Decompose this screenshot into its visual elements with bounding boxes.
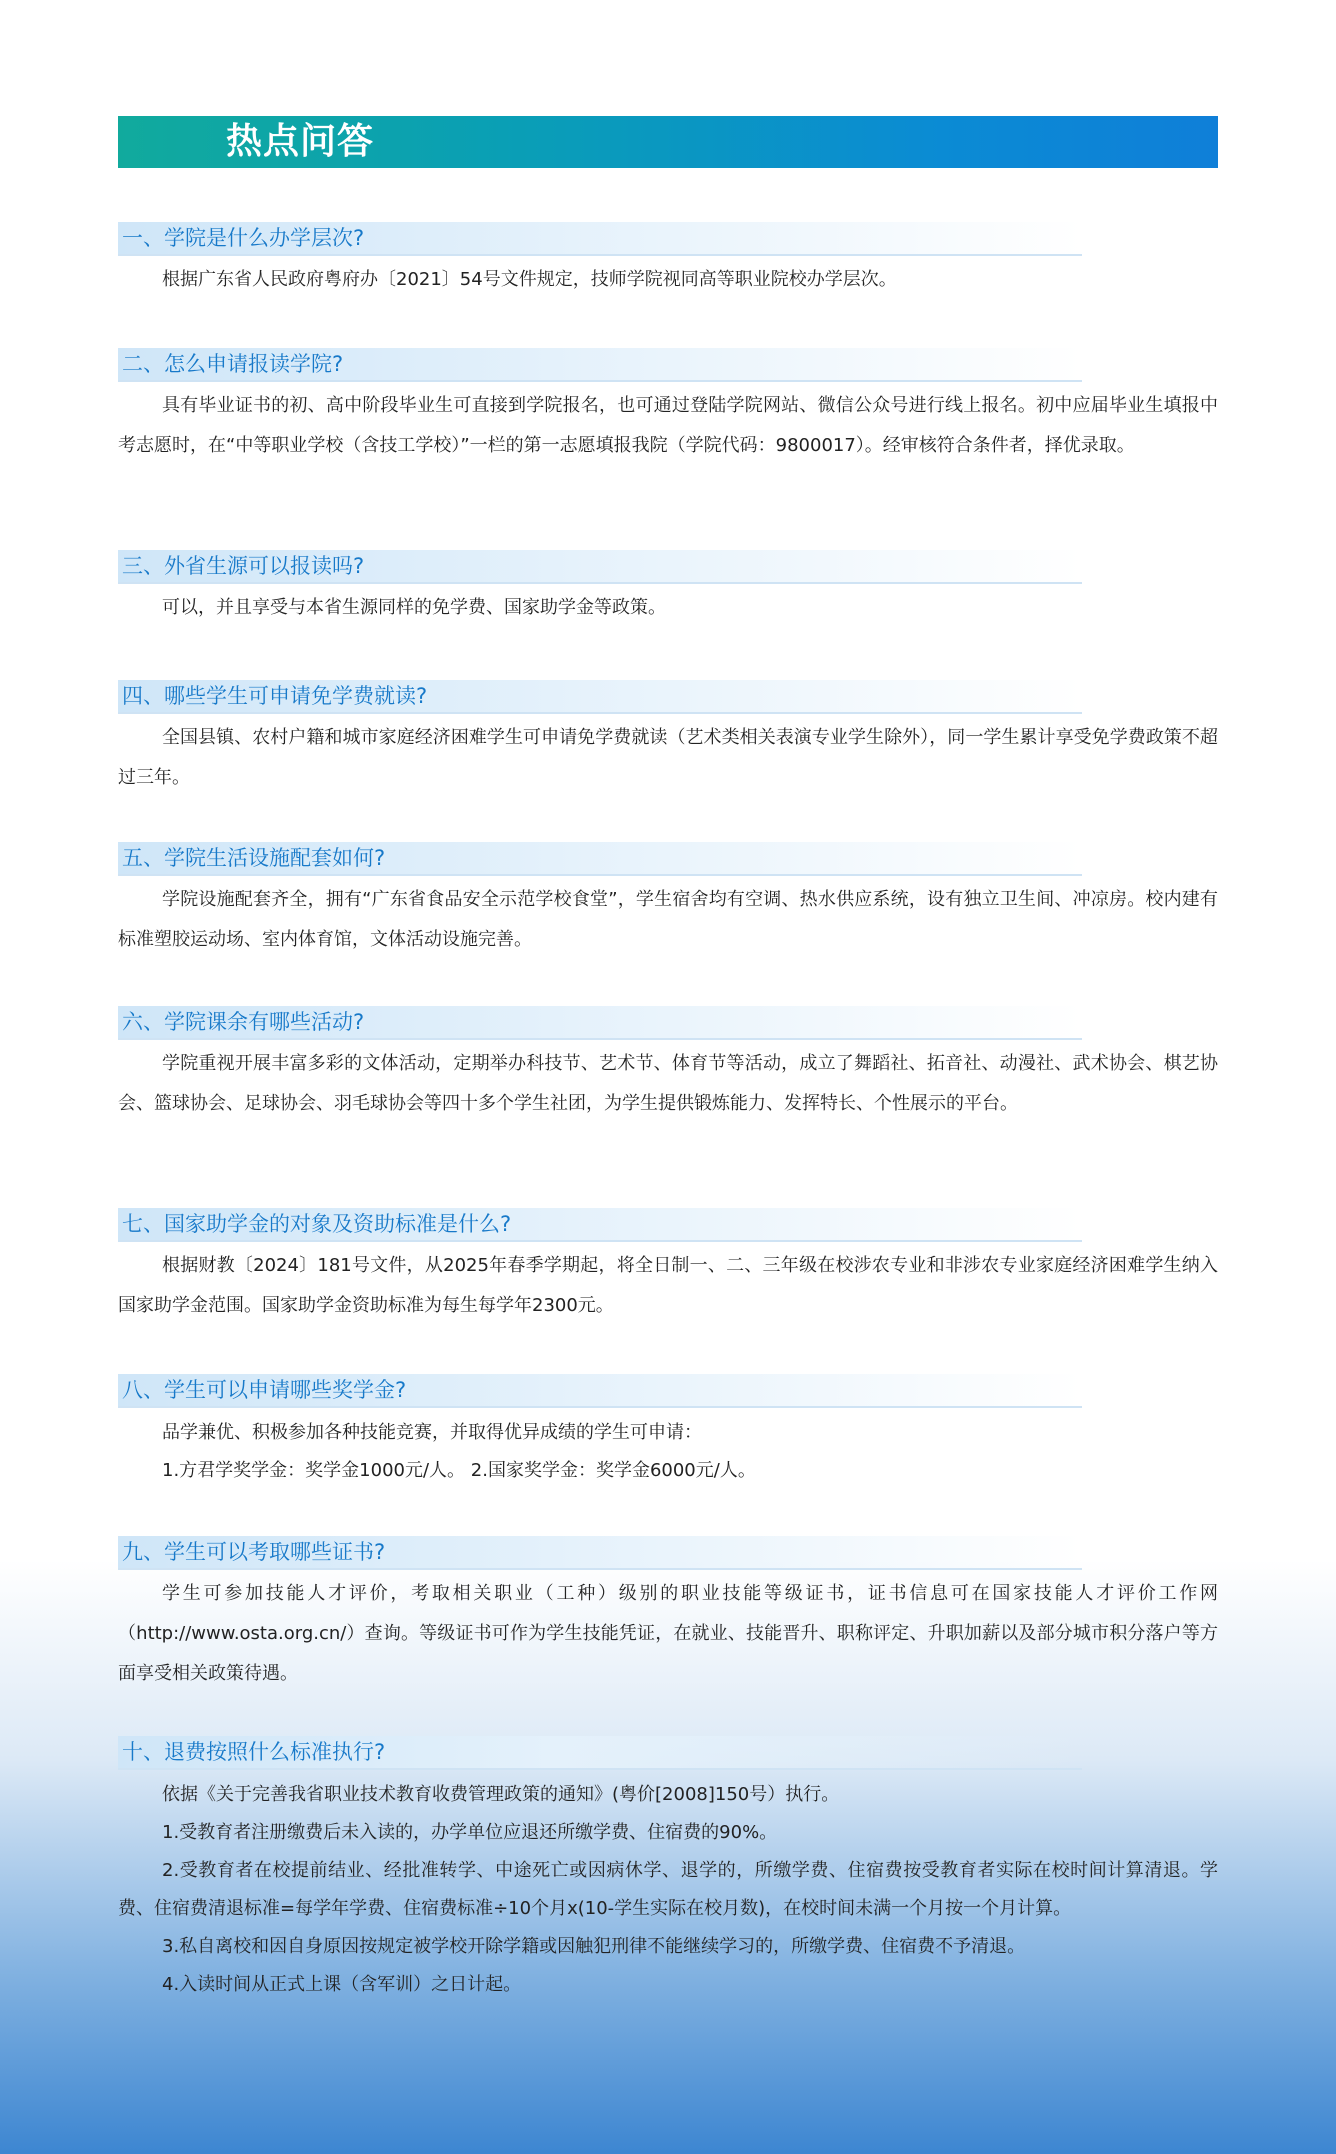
faq-item-1 [118, 222, 1218, 300]
faq-question: 六、学院课余有哪些活动? [118, 1006, 1082, 1040]
faq-answer-line: 1.方君学奖学金：奖学金1000元/人。 2.国家奖学金：奖学金6000元/人。 [162, 1460, 756, 1481]
faq-answer-line: 4.入读时间从正式上课（含军训）之日计起。 [162, 1974, 522, 1995]
faq-item-5 [118, 842, 1218, 960]
faq-answer-line: 依据《关于完善我省职业技术教育收费管理政策的通知》(粤价[2008]150号）执行。 [162, 1784, 840, 1805]
faq-item-8 [118, 1374, 1218, 1490]
faq-question: 八、学生可以申请哪些奖学金? [118, 1374, 1082, 1408]
faq-item-2 [118, 348, 1218, 466]
page-title: 热点问答 [226, 121, 375, 162]
faq-question: 九、学生可以考取哪些证书? [118, 1536, 1082, 1570]
faq-answer: 学院设施配套齐全，拥有“广东省食品安全示范学校食堂”，学生宿舍均有空调、热水供应系统，设有独立卫生间、冲凉房。校内建有标准塑胶运动场、室内体育馆，文体活动设施完善。 [118, 889, 1218, 950]
faq-item-3 [118, 550, 1218, 628]
faq-answer: 学生可参加技能人才评价，考取相关职业（工种）级别的职业技能等级证书，证书信息可在国家技能人才评价工作网（http://www.osta.org.cn/）查询。等级证书可作为学生技能凭证，在就业、技能晋升、职称评定、升职加薪以及部分城市积分落户等方面享受相关政策待遇。 [118, 1583, 1218, 1684]
faq-question: 一、学院是什么办学层次? [118, 222, 1082, 256]
faq-answer: 根据广东省人民政府粤府办〔2021〕54号文件规定，技师学院视同高等职业院校办学层次。 [162, 269, 897, 290]
faq-answer: 具有毕业证书的初、高中阶段毕业生可直接到学院报名，也可通过登陆学院网站、微信公众号进行线上报名。初中应届毕业生填报中考志愿时，在“中等职业学校（含技工学校）”一栏的第一志愿填报我院（学院代码：9800017）。经审核符合条件者，择优录取。 [118, 395, 1218, 456]
faq-answer-line: 1.受教育者注册缴费后未入读的，办学单位应退还所缴学费、住宿费的90%。 [162, 1822, 778, 1843]
faq-answer-line: 品学兼优、积极参加各种技能竞赛，并取得优异成绩的学生可申请： [162, 1422, 702, 1443]
faq-question: 二、怎么申请报读学院? [118, 348, 1082, 382]
faq-item-7 [118, 1208, 1218, 1326]
faq-question: 三、外省生源可以报读吗? [118, 550, 1082, 584]
faq-item-9 [118, 1536, 1218, 1694]
faq-item-6 [118, 1006, 1218, 1124]
faq-question: 五、学院生活设施配套如何? [118, 842, 1082, 876]
faq-answer: 可以，并且享受与本省生源同样的免学费、国家助学金等政策。 [162, 597, 666, 618]
faq-answer: 根据财教〔2024〕181号文件，从2025年春季学期起，将全日制一、二、三年级在校涉农专业和非涉农专业家庭经济困难学生纳入国家助学金范围。国家助学金资助标准为每生每学年2300元。 [118, 1255, 1218, 1316]
faq-answer: 全国县镇、农村户籍和城市家庭经济困难学生可申请免学费就读（艺术类相关表演专业学生除外），同一学生累计享受免学费政策不超过三年。 [118, 727, 1218, 788]
faq-question: 十、退费按照什么标准执行? [118, 1736, 1082, 1770]
faq-question: 七、国家助学金的对象及资助标准是什么? [118, 1208, 1082, 1242]
faq-answer: 学院重视开展丰富多彩的文体活动，定期举办科技节、艺术节、体育节等活动，成立了舞蹈社、拓音社、动漫社、武术协会、棋艺协会、篮球协会、足球协会、羽毛球协会等四十多个学生社团，为学生提供锻炼能力、发挥特长、个性展示的平台。 [118, 1053, 1218, 1114]
faq-question: 四、哪些学生可申请免学费就读? [118, 680, 1082, 714]
faq-item-10 [118, 1736, 1218, 2004]
faq-answer-line: 2.受教育者在校提前结业、经批准转学、中途死亡或因病休学、退学的，所缴学费、住宿费按受教育者实际在校时间计算清退。学费、住宿费清退标准=每学年学费、住宿费标准÷10个月x(10-学生实际在校月数)，在校时间未满一个月按一个月计算。 [118, 1860, 1218, 1919]
faq-item-4 [118, 680, 1218, 798]
faq-answer-line: 3.私自离校和因自身原因按规定被学校开除学籍或因触犯刑律不能继续学习的，所缴学费、住宿费不予清退。 [162, 1936, 1026, 1957]
